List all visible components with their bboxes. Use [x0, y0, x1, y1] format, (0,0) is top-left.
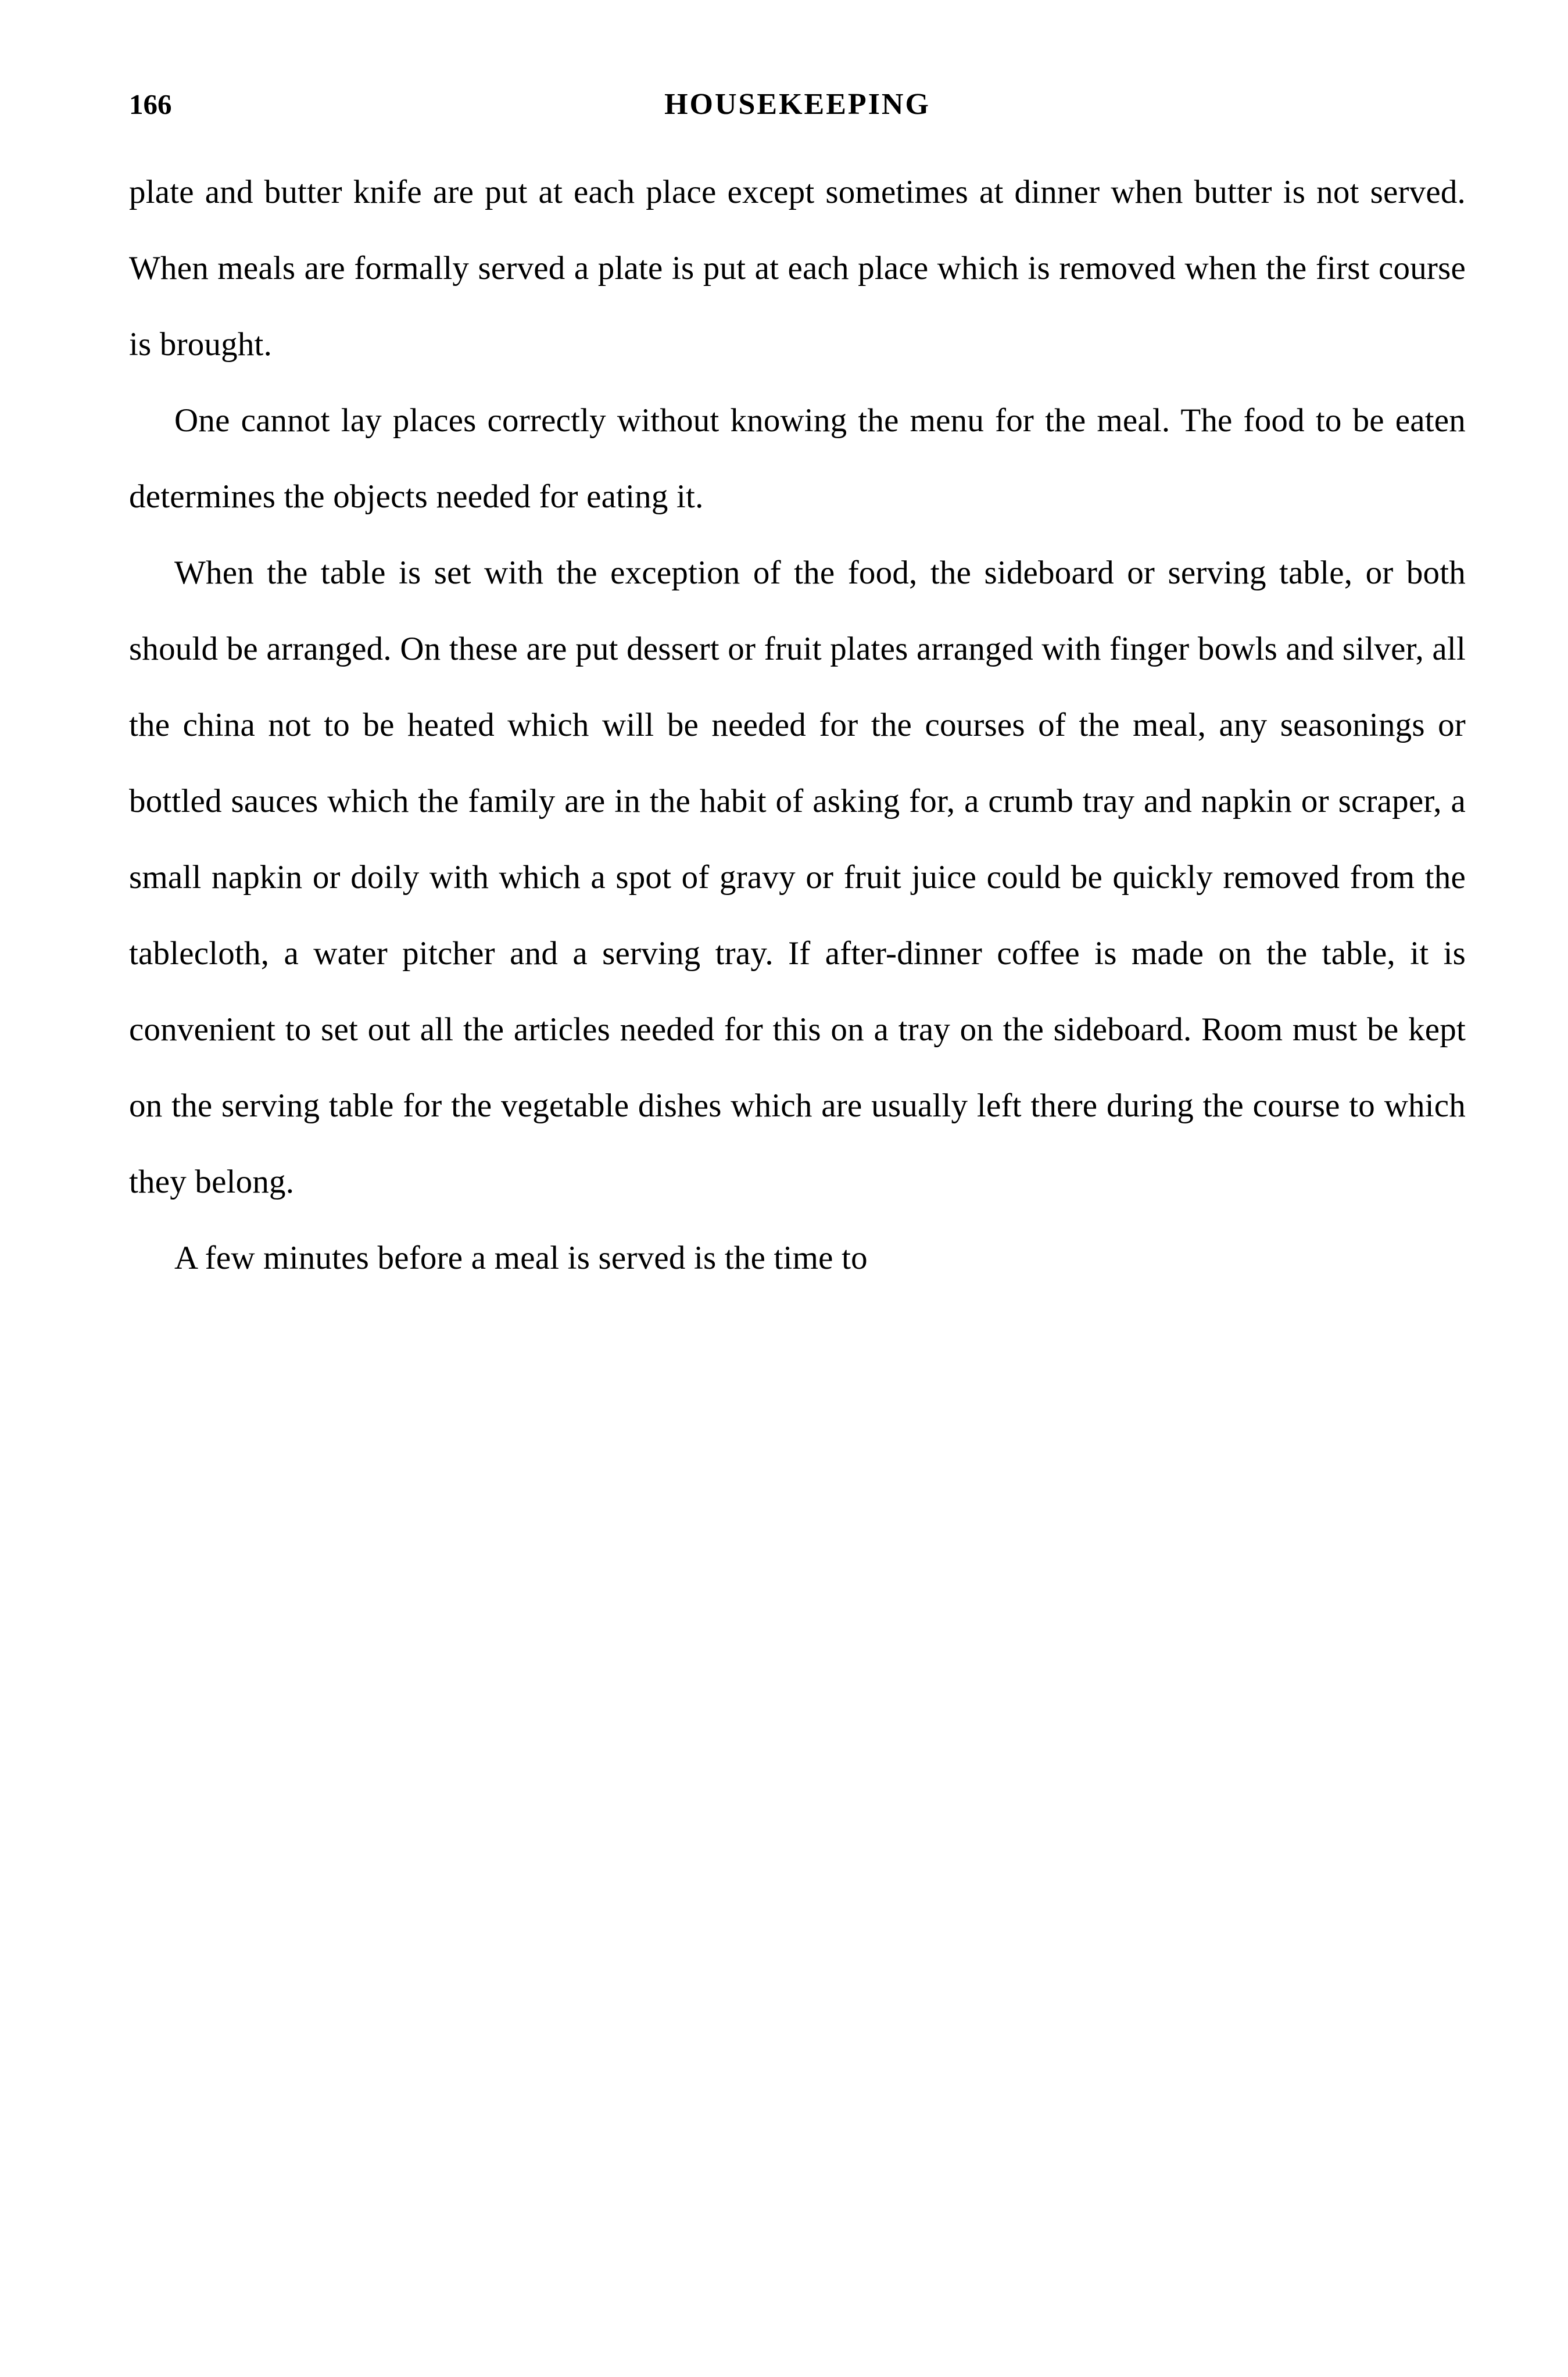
paragraph-2: One cannot lay places correctly without knowing the menu for the meal. The food to be eaten determines the objects needed for eating it.	[129, 402, 1466, 515]
page-header	[129, 87, 1466, 121]
paragraph-4: A few minutes before a meal is served is the time to	[174, 1240, 868, 1276]
paragraph-3: When the table is set with the exception of the food, the sideboard or serving table, or both should be arranged. On these are put dessert or fruit plates arranged with finger bowls and silver, all the china not to be heated which will be needed for the courses of the meal, any seasonings or bottled sauces which the family are in the habit of asking for, a crumb tray and napkin or scraper, a small napkin or doily with which a spot of gravy or fruit juice could be quickly removed from the tablecloth, a water pitcher and a serving tray. If after-dinner coffee is made on the table, it is convenient to set out all the articles needed for this on a tray on the sideboard. Room must be kept on the serving table for the vegetable dishes which are usually left there during the course to which they belong.	[129, 554, 1466, 1200]
page-content	[129, 87, 1466, 1296]
paragraph-1: plate and butter knife are put at each place except sometimes at dinner when butter is not served. When meals are formally served a plate is put at each place which is removed when the first course is brought.	[129, 174, 1466, 363]
page-number: 166	[129, 88, 172, 120]
body-text	[129, 154, 1466, 1296]
running-head-title: HOUSEKEEPING	[664, 88, 930, 121]
